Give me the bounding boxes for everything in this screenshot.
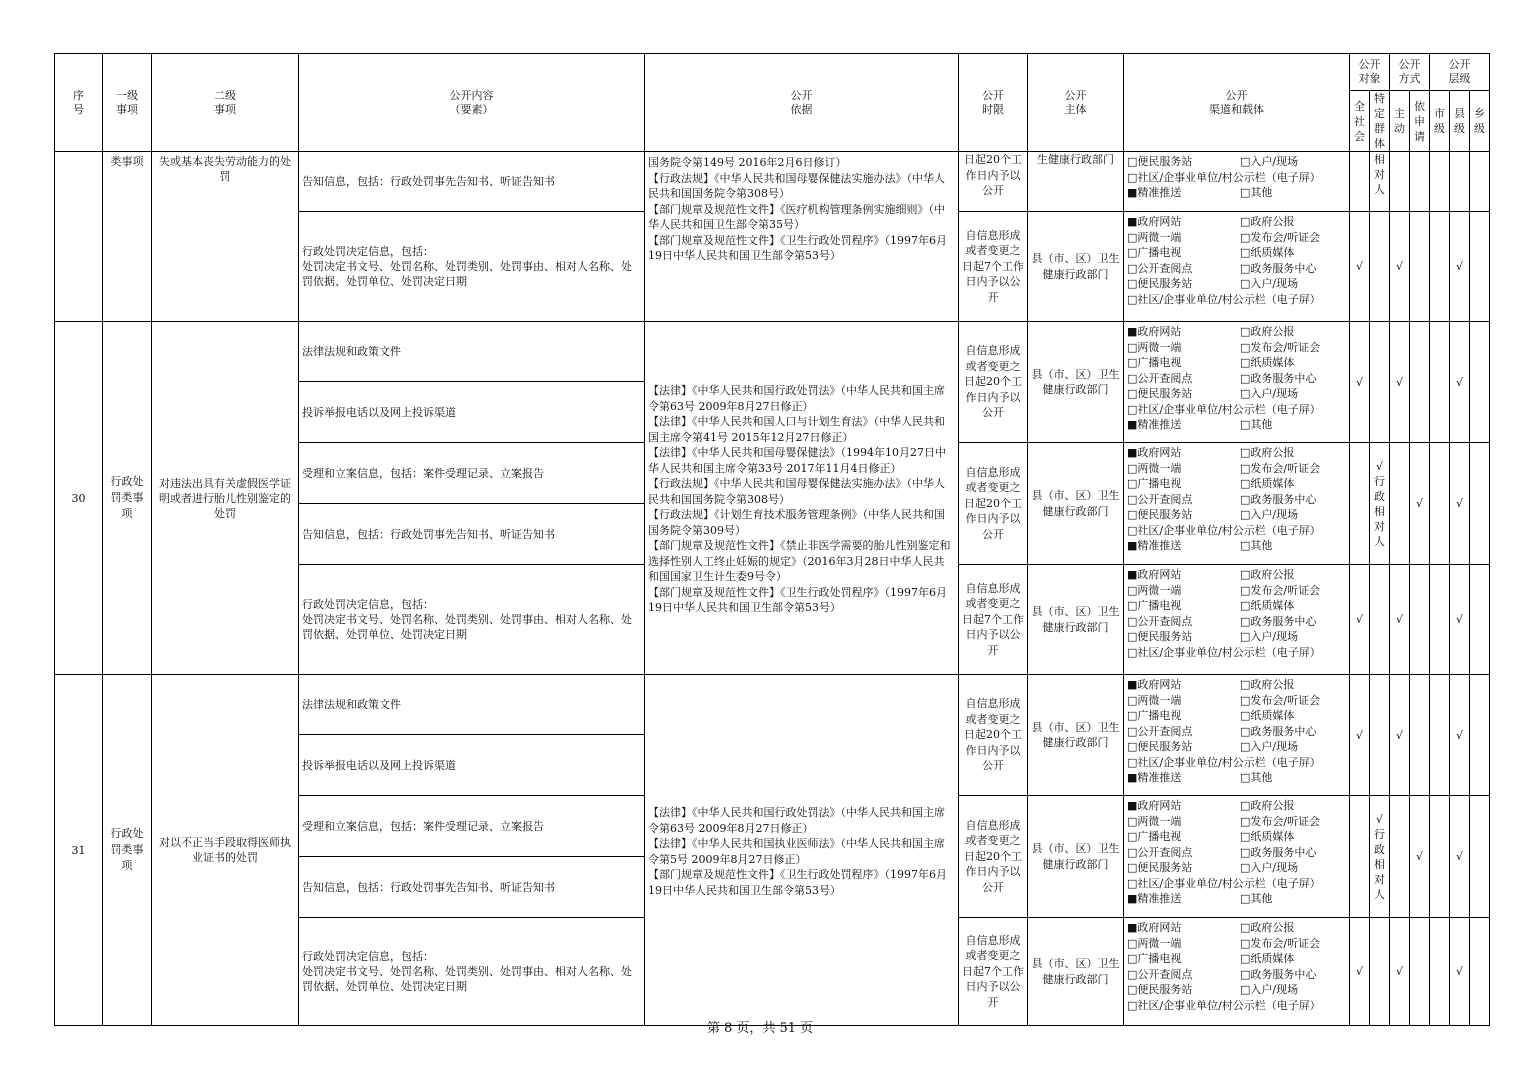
row30-channel-c: ■政府网站 □政府公报 □两微一端 □发布会/听证会 □广播电视 □纸质媒体 □公开查阅点 □政务服务中心 □便民服务站 □入户/现场 □社区/企事业单位/村公示栏（电子屏） [1124, 565, 1350, 675]
row31-channel-b: ■政府网站 □政府公报 □两微一端 □发布会/听证会 □广播电视 □纸质媒体 □公开查阅点 □政务服务中心 □便民服务站 □入户/现场 □社区/企事业单位/村公示栏（电子屏） ■精准推送 □其他 [1124, 796, 1350, 918]
row31-content-accept: 受理和立案信息，包括：案件受理记录、立案报告 [299, 796, 645, 857]
row31-time-a: 自信息形成或者变更之日起20个工作日内予以公开 [959, 675, 1028, 796]
header-basis: 公开 依据 [645, 54, 959, 152]
row29-content-notice: 告知信息，包括：行政处罚事先告知书、听证告知书 [299, 152, 645, 212]
header-active: 主动 [1390, 91, 1410, 152]
row31-channel-c: ■政府网站 □政府公报 □两微一端 □发布会/听证会 □广播电视 □纸质媒体 □公开查阅点 □政务服务中心 □便民服务站 □入户/现场 □社区/企事业单位/村公示栏（电子屏） [1124, 918, 1350, 1026]
row30-seq: 30 [55, 322, 103, 675]
row30-time-a: 自信息形成或者变更之日起20个工作日内予以公开 [959, 322, 1028, 443]
row31-level1: 行政处罚类事项 [103, 675, 152, 1026]
header-specific-group: 特定群体 [1370, 91, 1390, 152]
header-level: 公开 层级 [1430, 54, 1490, 91]
header-level1: 一级 事项 [103, 54, 152, 152]
row30-subject-a: 县（市、区）卫生健康行政部门 [1028, 322, 1124, 443]
row31-subject-a: 县（市、区）卫生健康行政部门 [1028, 675, 1124, 796]
header-method: 公开 方式 [1390, 54, 1430, 91]
page-footer: 第 8 页，共 51 页 [706, 1021, 814, 1036]
row29-channel: ■政府网站 □政府公报 □两微一端 □发布会/听证会 □广播电视 □纸质媒体 □公开查阅点 □政务服务中心 □便民服务站 □入户/现场 □社区/企事业单位/村公示栏（电子屏） [1124, 212, 1350, 322]
check-mark: √ [1350, 918, 1370, 1026]
row29-seq [55, 152, 103, 322]
check-mark: √ [1350, 212, 1370, 322]
row31-channel-a: ■政府网站 □政府公报 □两微一端 □发布会/听证会 □广播电视 □纸质媒体 □公开查阅点 □政务服务中心 □便民服务站 □入户/现场 □社区/企事业单位/村公示栏（电子屏） ■精准推送 □其他 [1124, 675, 1350, 796]
row29-time: 自信息形成或者变更之日起7个工作日内予以公开 [959, 212, 1028, 322]
check-mark: √ [1350, 675, 1370, 796]
header-level2: 二级 事项 [152, 54, 299, 152]
row29-subject-top: 生健康行政部门 [1028, 152, 1124, 212]
header-content: 公开内容 （要素） [299, 54, 645, 152]
check-mark: √ [1410, 443, 1430, 565]
header-all-society: 全社会 [1350, 91, 1370, 152]
row30-time-c: 自信息形成或者变更之日起7个工作日内予以公开 [959, 565, 1028, 675]
check-mark: √ [1390, 675, 1410, 796]
row31-content-decision: 行政处罚决定信息，包括： 处罚决定书文号、处罚名称、处罚类别、处罚事由、相对人名称、处罚依据、处罚单位、处罚决定日期 [299, 918, 645, 1026]
check-mark: √ [1390, 565, 1410, 675]
row29-all-society-top [1350, 152, 1370, 212]
row30-content-complaint: 投诉举报电话以及网上投诉渠道 [299, 382, 645, 443]
row31-basis: 【法律】《中华人民共和国行政处罚法》（中华人民共和国主席令第63号 2009年8月27日修正） 【法律】《中华人民共和国执业医师法》（中华人民共和国主席令第5号 2009年8月27日修正） 【部门规章及规范性文件】《卫生行政处罚程序》（1997年6月19日中华人民共和国卫生部令第53号） [645, 675, 959, 1026]
row30-basis: 【法律】《中华人民共和国行政处罚法》（中华人民共和国主席令第63号 2009年8月27日修正） 【法律】《中华人民共和国人口与计划生育法》（中华人民共和国主席令第41号 2015年12月27日修正） 【法律】《中华人民共和国母婴保健法》（1994年10月27日中华人民共和国主席令第33号 2017年11月4日修正） 【行政法规】《中华人民共和国母婴保健法实施办法》（中华人民共和国国务院令第308号） 【行政法规】《计划生育技术服务管理条例》（中华人民共和国国务院令第309号） 【部门规章及规范性文件】《禁止非医学需要的胎儿性别鉴定和选择性别人工终止妊娠的规定》（2016年3月28日中华人民共和国国家卫生计生委9号令） 【部门规章及规范性文件】《卫生行政处罚程序》（1997年6月19日中华人民共和国卫生部令第53号） [645, 322, 959, 675]
row30-channel-a: ■政府网站 □政府公报 □两微一端 □发布会/听证会 □广播电视 □纸质媒体 □公开查阅点 □政务服务中心 □便民服务站 □入户/现场 □社区/企事业单位/村公示栏（电子屏） ■精准推送 □其他 [1124, 322, 1350, 443]
row30-channel-b: ■政府网站 □政府公报 □两微一端 □发布会/听证会 □广播电视 □纸质媒体 □公开查阅点 □政务服务中心 □便民服务站 □入户/现场 □社区/企事业单位/村公示栏（电子屏） ■精准推送 □其他 [1124, 443, 1350, 565]
row29-time-top: 日起20个工作日内予以公开 [959, 152, 1028, 212]
row29-subject: 县（市、区）卫生健康行政部门 [1028, 212, 1124, 322]
check-mark: √ [1410, 796, 1430, 918]
check-mark: √ [1350, 565, 1370, 675]
header-channel: 公开 渠道和载体 [1124, 54, 1350, 152]
header-subject: 公开 主体 [1028, 54, 1124, 152]
row31-level2: 对以不正当手段取得医师执业证书的处罚 [152, 675, 299, 1026]
header-county: 县级 [1450, 91, 1470, 152]
row30-time-b: 自信息形成或者变更之日起20个工作日内予以公开 [959, 443, 1028, 565]
row31-seq: 31 [55, 675, 103, 1026]
header-time: 公开 时限 [959, 54, 1028, 152]
header-target: 公开 对象 [1350, 54, 1390, 91]
row29-specific-top: 相对人 [1370, 152, 1390, 212]
check-mark: √ [1390, 322, 1410, 443]
row31-subject-c: 县（市、区）卫生健康行政部门 [1028, 918, 1124, 1026]
row31-content-notice: 告知信息，包括：行政处罚事先告知书、听证告知书 [299, 857, 645, 918]
header-city: 市级 [1430, 91, 1450, 152]
check-mark: √ [1350, 322, 1370, 443]
row30-specific: √行政相对人 [1370, 443, 1390, 565]
row30-content-decision: 行政处罚决定信息，包括： 处罚决定书文号、处罚名称、处罚类别、处罚事由、相对人名称、处罚依据、处罚单位、处罚决定日期 [299, 565, 645, 675]
row31-time-b: 自信息形成或者变更之日起20个工作日内予以公开 [959, 796, 1028, 918]
row30-subject-c: 县（市、区）卫生健康行政部门 [1028, 565, 1124, 675]
row31-specific: √行政相对人 [1370, 796, 1390, 918]
row30-subject-b: 县（市、区）卫生健康行政部门 [1028, 443, 1124, 565]
check-mark: √ [1450, 322, 1470, 443]
row29-basis: 国务院令第149号 2016年2月6日修订） 【行政法规】《中华人民共和国母婴保健法实施办法》（中华人民共和国国务院令第308号） 【部门规章及规范性文件】《医疗机构管理条例实施细则》（中华人民共和国卫生部令第35号） 【部门规章及规范性文件】《卫生行政处罚程序》（1997年6月19日中华人民共和国卫生部令第53号） [645, 152, 959, 322]
check-mark: √ [1450, 443, 1470, 565]
row31-subject-b: 县（市、区）卫生健康行政部门 [1028, 796, 1124, 918]
row30-content-notice: 告知信息，包括：行政处罚事先告知书、听证告知书 [299, 504, 645, 565]
row29-level1: 类事项 [103, 152, 152, 322]
row29-level2: 失或基本丧失劳动能力的处罚 [152, 152, 299, 322]
check-mark: √ [1390, 212, 1410, 322]
check-mark: √ [1450, 565, 1470, 675]
check-mark: √ [1450, 796, 1470, 918]
row31-content-complaint: 投诉举报电话以及网上投诉渠道 [299, 735, 645, 796]
header-on-request: 依申请 [1410, 91, 1430, 152]
header-township: 乡级 [1470, 91, 1490, 152]
row29-content-decision: 行政处罚决定信息，包括： 处罚决定书文号、处罚名称、处罚类别、处罚事由、相对人名称、处罚依据、处罚单位、处罚决定日期 [299, 212, 645, 322]
row31-content-law: 法律法规和政策文件 [299, 675, 645, 735]
row29-channel-top: □便民服务站 □入户/现场 □社区/企事业单位/村公示栏（电子屏） ■精准推送 □其他 [1124, 152, 1350, 212]
check-mark: √ [1390, 918, 1410, 1026]
row30-level2: 对违法出具有关虚假医学证明或者进行胎儿性别鉴定的处罚 [152, 322, 299, 675]
check-mark: √ [1450, 212, 1470, 322]
row30-content-law: 法律法规和政策文件 [299, 322, 645, 382]
check-mark: √ [1450, 675, 1470, 796]
header-seq: 序 号 [55, 54, 103, 152]
row30-content-accept: 受理和立案信息，包括：案件受理记录、立案报告 [299, 443, 645, 504]
disclosure-table [54, 53, 1490, 1026]
row30-level1: 行政处罚类事项 [103, 322, 152, 675]
row31-time-c: 自信息形成或者变更之日起7个工作日内予以公开 [959, 918, 1028, 1026]
check-mark: √ [1450, 918, 1470, 1026]
